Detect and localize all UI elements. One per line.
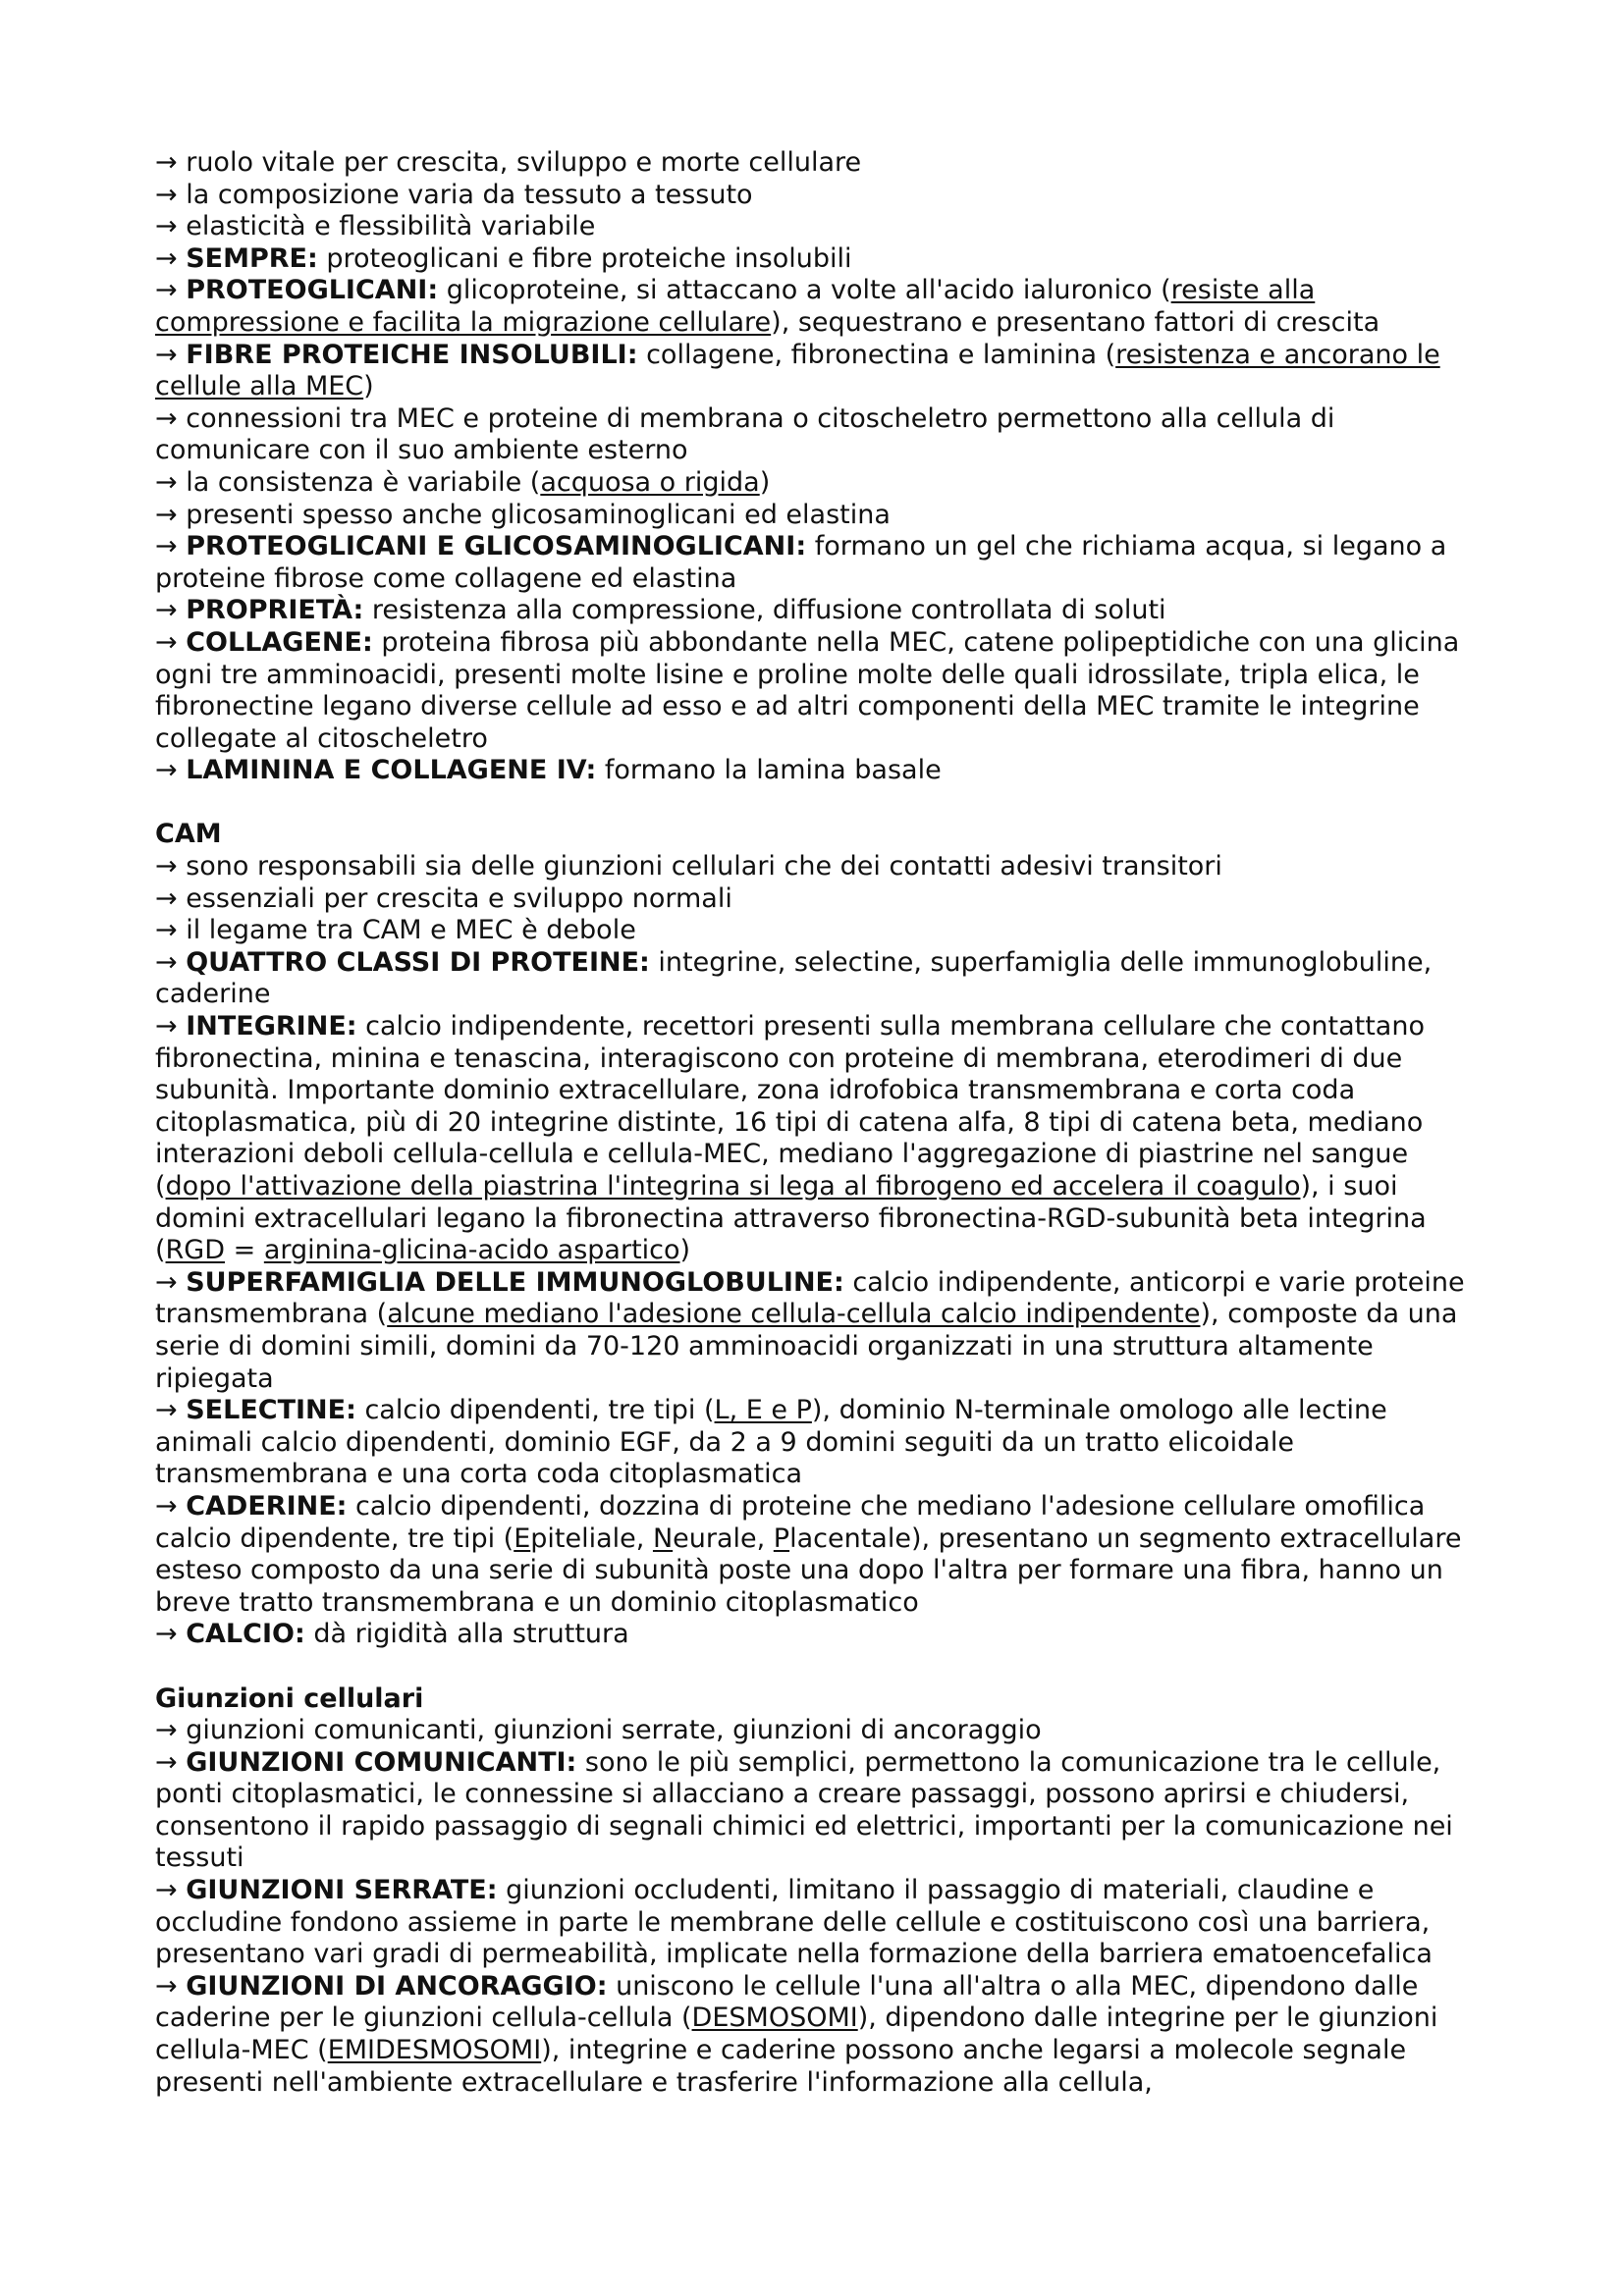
arrow-marker: → [155,1970,187,2002]
text-run: dà rigidità alla struttura [304,1619,629,1650]
bullet-line [155,755,1490,787]
arrow-marker: → [155,1875,187,1906]
bold-term: INTEGRINE: [186,1011,357,1042]
bullet-line [155,1491,1490,1619]
giunzioni-heading: Giunzioni cellulari [155,1682,424,1714]
arrow-marker: → [155,179,187,210]
underlined-note: DESMOSOMI [691,2002,858,2034]
arrow-marker: → [155,1619,187,1650]
bold-term: COLLAGENE: [186,626,373,658]
bold-term: PROPRIETÀ: [186,595,364,626]
bullet-line [155,1395,1490,1491]
text-run: connessioni tra MEC e proteine di membrana o citoscheletro permettono alla cellula di comunicare con il suo ambiente esterno [155,402,1335,466]
text-run: lacentale), presentano un segmento extracellulare esteso composto da una serie di subunità poste una dopo l'altra per formare una fibra, hanno un breve tratto transmembrana e un dominio citoplasmatico [155,1522,1462,1618]
bold-term: GIUNZIONI COMUNICANTI: [186,1746,577,1778]
bold-term: PROTEOGLICANI: [186,275,439,306]
arrow-marker: → [155,275,187,306]
text-run: ) [679,1235,691,1266]
text-run: sono le più semplici, permettono la comunicazione tra le cellule, ponti citoplasmatici, le connessine si allacciano a creare passaggi, possono aprirsi e chiudersi, consentono il rapido passaggio di segnali chimici ed elettrici, importanti per la comunicazione nei tessuti [155,1746,1453,1874]
bold-term: SUPERFAMIGLIA DELLE IMMUNOGLOBULINE: [186,1266,844,1298]
text-run: calcio indipendente, anticorpi e varie proteine transmembrana ( [155,1266,1465,1330]
text-run: proteina fibrosa più abbondante nella MEC, catene polipeptidiche con una glicina ogni tre amminoacidi, presenti molte lisine e proline molte delle quali idrossilate, tripla elica, le fibronectine legano diverse cellule ad esso e ad altri componenti della MEC tramite le integrine collegate al citoscheletro [155,626,1460,754]
bold-term: CALCIO: [186,1619,305,1650]
section-gap [155,1651,1490,1683]
bold-term: FIBRE PROTEICHE INSOLUBILI: [186,339,638,370]
bullet-line [155,147,1490,180]
text-run: calcio dipendenti, dozzina di proteine che mediano l'adesione cellulare omofilica calcio dipendente, tre tipi ( [155,1490,1426,1554]
arrow-marker: → [155,1266,187,1298]
bold-term: PROTEOGLICANI E GLICOSAMINOGLICANI: [186,531,807,562]
text-run: ruolo vitale per crescita, sviluppo e morte cellulare [186,147,862,178]
arrow-marker: → [155,499,187,530]
mec-section [155,147,1490,787]
bullet-line [155,851,1490,883]
text-run: giunzioni occludenti, limitano il passaggio di materiali, claudine e occludine fondono assieme in parte le membrane delle cellule e costituiscono così una barriera, presentano vari gradi di permeabilità, implicate nella formazione della barriera ematoencefalica [155,1875,1433,1970]
text-run: calcio indipendente, recettori presenti sulla membrana cellulare che contattano fibronectina, minina e tenascina, interagiscono con proteine di membrana, eterodimeri di due subunità. Importante dominio extracellulare, zona idrofobica transmembrana e corta coda citoplasmatica, più di 20 integrine distinte, 16 tipi di catena alfa, 8 tipi di catena beta, mediano interazioni deboli cellula-cellula e cellula-MEC, mediano l'aggregazione di piastrine nel sangue ( [155,1011,1425,1201]
text-run: glicoproteine, si attaccano a volte all'acido ialuronico ( [438,275,1171,306]
bold-term: CADERINE: [186,1490,348,1522]
bold-term: SELECTINE: [186,1395,356,1426]
arrow-marker: → [155,1715,187,1746]
underlined-note: E [514,1522,531,1554]
arrow-marker: → [155,755,187,786]
bullet-line [155,500,1490,532]
text-run: formano un gel che richiama acqua, si legano a proteine fibrose come collagene ed elastina [155,531,1447,594]
bullet-line [155,531,1490,595]
bullet-line [155,947,1490,1011]
arrow-marker: → [155,1746,187,1778]
arrow-marker: → [155,531,187,562]
bold-term: LAMININA E COLLAGENE IV: [186,755,597,786]
bullet-line [155,1267,1490,1395]
bullet-line [155,211,1490,243]
arrow-marker: → [155,1395,187,1426]
cam-section [155,851,1490,1651]
underlined-note: dopo l'attivazione della piastrina l'integrina si lega al fibrogeno ed accelera il coagulo [165,1171,1301,1201]
bullet-line [155,883,1490,916]
text-run: ) [759,466,771,498]
document-page [155,147,1490,2099]
bullet-line [155,340,1490,403]
text-run: ), dipendono dalle integrine per le giunzioni cellula-MEC ( [155,2002,1438,2066]
text-run: presenti spesso anche glicosaminoglicani ed elastina [186,499,891,530]
arrow-marker: → [155,147,187,178]
arrow-marker: → [155,851,187,882]
underlined-note: EMIDESMOSOMI [327,2035,542,2066]
underlined-note: L, E e P [714,1395,812,1426]
bullet-line [155,1971,1490,2099]
arrow-marker: → [155,595,187,626]
arrow-marker: → [155,946,187,978]
text-run: piteliale, [530,1522,653,1554]
text-run: formano la lamina basale [596,755,942,786]
text-run: eurale, [673,1522,774,1554]
bullet-line [155,403,1490,467]
bullet-line [155,915,1490,947]
text-run: proteoglicani e fibre proteiche insolubili [317,242,852,274]
bullet-line [155,1747,1490,1875]
underlined-note: N [652,1522,674,1554]
text-run: calcio dipendenti, tre tipi ( [355,1395,715,1426]
arrow-marker: → [155,402,187,434]
text-run: essenziali per crescita e sviluppo normali [186,882,732,914]
text-run: = [225,1235,264,1266]
arrow-marker: → [155,882,187,914]
text-run: ), dominio N-terminale omologo alle lectine animali calcio dipendenti, dominio EGF, da 2 a 9 domini seguiti da un tratto elicoidale transmembrana e una corta coda citoplasmatica [155,1395,1387,1490]
bold-term: SEMPRE: [186,242,318,274]
text-run: ), i suoi domini extracellulari legano la fibronectina attraverso fibronectina-RGD-subunità beta integrina ( [155,1171,1427,1266]
text-run: la consistenza è variabile ( [186,466,541,498]
text-run: collagene, fibronectina e laminina ( [637,339,1116,370]
bullet-line [155,1715,1490,1747]
arrow-marker: → [155,466,187,498]
text-run: ), sequestrano e presentano fattori di crescita [771,306,1380,338]
bullet-line [155,180,1490,212]
bullet-line [155,1875,1490,1971]
arrow-marker: → [155,626,187,658]
bullet-line [155,275,1490,339]
text-run: ), integrine e caderine possono anche legarsi a molecole segnale presenti nell'ambiente extracellulare e trasferire l'informazione alla cellula, [155,2035,1407,2098]
arrow-marker: → [155,339,187,370]
text-run: la composizione varia da tessuto a tessuto [186,179,753,210]
bullet-line [155,1619,1490,1651]
cam-heading: CAM [155,819,222,850]
text-run: sono responsabili sia delle giunzioni cellulari che dei contatti adesivi transitori [186,851,1222,882]
underlined-note: arginina-glicina-acido aspartico [263,1235,680,1266]
underlined-note: alcune mediano l'adesione cellula-cellula calcio indipendente [387,1299,1201,1330]
underlined-note: resistenza e ancorano le cellule alla MEC [155,339,1440,402]
text-run: ) [363,371,374,402]
bullet-line [155,595,1490,627]
bullet-line [155,467,1490,500]
underlined-note: P [773,1522,790,1554]
arrow-marker: → [155,1490,187,1522]
bold-term: GIUNZIONI SERRATE: [186,1875,498,1906]
arrow-marker: → [155,211,187,242]
text-run: il legame tra CAM e MEC è debole [186,915,636,946]
giunzioni-section [155,1715,1490,2099]
text-run: elasticità e flessibilità variabile [186,211,596,242]
text-run: uniscono le cellule l'una all'altra o alla MEC, dipendono dalle caderine per le giunzioni cellula-cellula ( [155,1970,1419,2034]
text-run: integrine, selectine, superfamiglia delle immunoglobuline, caderine [155,946,1433,1010]
underlined-note: RGD [165,1235,226,1266]
underlined-note: resiste alla compressione e facilita la migrazione cellulare [155,275,1316,338]
underlined-note: acquosa o rigida [540,466,760,498]
text-run: giunzioni comunicanti, giunzioni serrate, giunzioni di ancoraggio [186,1715,1042,1746]
bold-term: QUATTRO CLASSI DI PROTEINE: [186,946,650,978]
bold-term: GIUNZIONI DI ANCORAGGIO: [186,1970,608,2002]
bullet-line [155,1011,1490,1267]
text-run: ), composte da una serie di domini simili, domini da 70-120 amminoacidi organizzati in una struttura altamente ripiegata [155,1299,1458,1394]
bullet-line [155,627,1490,755]
bullet-line [155,243,1490,276]
text-run: resistenza alla compressione, diffusione controllata di soluti [363,595,1166,626]
section-gap [155,787,1490,820]
arrow-marker: → [155,915,187,946]
arrow-marker: → [155,1011,187,1042]
arrow-marker: → [155,242,187,274]
